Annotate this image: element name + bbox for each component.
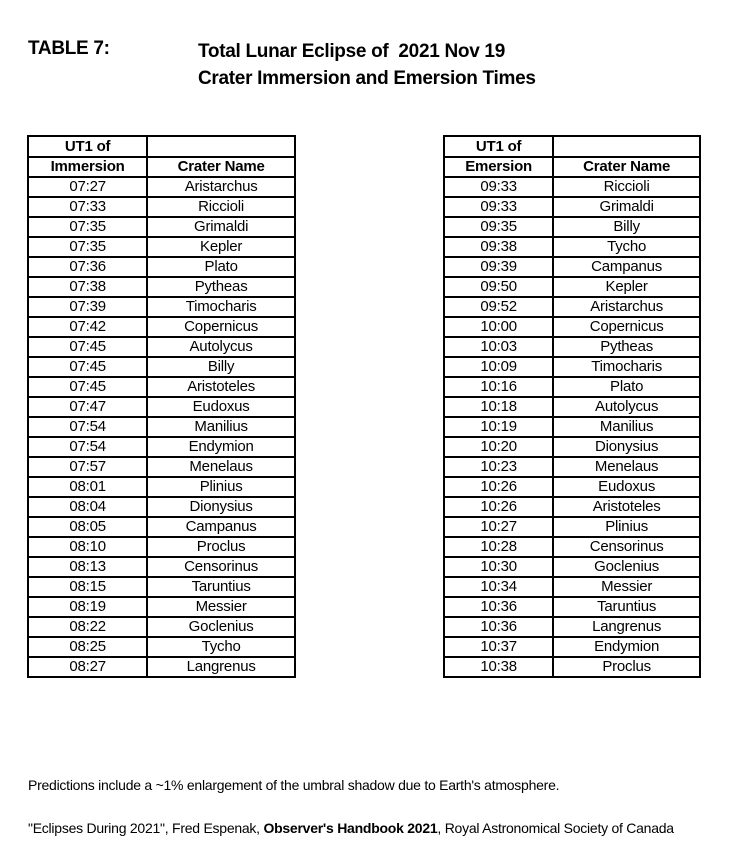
time-cell: 10:36 <box>444 597 553 617</box>
time-cell: 10:26 <box>444 497 553 517</box>
table-row <box>444 617 700 637</box>
time-cell: 10:09 <box>444 357 553 377</box>
time-cell: 10:36 <box>444 617 553 637</box>
time-cell: 08:27 <box>28 657 147 677</box>
time-cell: 08:22 <box>28 617 147 637</box>
source-text: "Eclipses During 2021", Fred Espenak, <box>28 820 264 836</box>
crater-name-cell: Manilius <box>553 417 700 437</box>
table-row <box>28 297 295 317</box>
table-row <box>28 397 295 417</box>
table-row <box>444 317 700 337</box>
time-cell: 07:45 <box>28 337 147 357</box>
crater-name-cell: Kepler <box>147 237 295 257</box>
time-cell: 09:39 <box>444 257 553 277</box>
table-row <box>28 217 295 237</box>
page-title <box>198 38 536 92</box>
time-cell: 09:38 <box>444 237 553 257</box>
header-cell: Immersion <box>28 157 147 177</box>
crater-name-cell: Proclus <box>553 657 700 677</box>
table-row <box>444 537 700 557</box>
table-row <box>444 417 700 437</box>
crater-name-cell: Eudoxus <box>553 477 700 497</box>
immersion-table-body <box>28 177 295 677</box>
table-row <box>444 497 700 517</box>
header-cell: Crater Name <box>553 157 700 177</box>
crater-name-cell: Timocharis <box>147 297 295 317</box>
table-row <box>28 637 295 657</box>
table-row <box>28 257 295 277</box>
crater-name-cell: Tycho <box>147 637 295 657</box>
crater-name-cell: Riccioli <box>553 177 700 197</box>
time-cell: 07:35 <box>28 237 147 257</box>
table-row <box>444 477 700 497</box>
table-row <box>28 657 295 677</box>
time-cell: 08:19 <box>28 597 147 617</box>
time-cell: 07:54 <box>28 437 147 457</box>
table-label: TABLE 7: <box>28 38 110 59</box>
table-row <box>28 417 295 437</box>
table-row <box>28 377 295 397</box>
footnote-atmosphere: Predictions include a ~1% enlargement of the umbral shadow due to Earth's atmosphere. <box>28 777 560 793</box>
crater-name-cell: Copernicus <box>553 317 700 337</box>
time-cell: 10:26 <box>444 477 553 497</box>
table-row <box>28 537 295 557</box>
crater-name-cell: Campanus <box>553 257 700 277</box>
crater-name-cell: Endymion <box>553 637 700 657</box>
table-row <box>444 437 700 457</box>
crater-name-cell: Timocharis <box>553 357 700 377</box>
table-row <box>444 657 700 677</box>
crater-name-cell: Aristarchus <box>147 177 295 197</box>
table-row <box>444 517 700 537</box>
crater-name-cell: Autolycus <box>553 397 700 417</box>
crater-name-cell: Plinius <box>147 477 295 497</box>
crater-name-cell: Langrenus <box>553 617 700 637</box>
crater-name-cell: Manilius <box>147 417 295 437</box>
time-cell: 10:03 <box>444 337 553 357</box>
header-cell: Crater Name <box>147 157 295 177</box>
time-cell: 07:38 <box>28 277 147 297</box>
immersion-table <box>27 135 296 678</box>
time-cell: 07:45 <box>28 377 147 397</box>
table-row <box>28 457 295 477</box>
crater-name-cell: Dionysius <box>147 497 295 517</box>
time-cell: 07:36 <box>28 257 147 277</box>
table-row <box>28 317 295 337</box>
time-cell: 10:00 <box>444 317 553 337</box>
time-cell: 07:47 <box>28 397 147 417</box>
time-cell: 07:27 <box>28 177 147 197</box>
table-row <box>28 357 295 377</box>
time-cell: 08:25 <box>28 637 147 657</box>
crater-name-cell: Grimaldi <box>147 217 295 237</box>
time-cell: 10:38 <box>444 657 553 677</box>
crater-name-cell: Messier <box>553 577 700 597</box>
time-cell: 07:54 <box>28 417 147 437</box>
table-row <box>444 357 700 377</box>
time-cell: 09:35 <box>444 217 553 237</box>
crater-name-cell: Taruntius <box>553 597 700 617</box>
time-cell: 10:19 <box>444 417 553 437</box>
time-cell: 10:37 <box>444 637 553 657</box>
crater-name-cell: Dionysius <box>553 437 700 457</box>
crater-name-cell: Goclenius <box>553 557 700 577</box>
table-row <box>444 577 700 597</box>
footnote-source <box>28 820 674 836</box>
time-cell: 09:50 <box>444 277 553 297</box>
time-cell: 09:33 <box>444 177 553 197</box>
time-cell: 07:39 <box>28 297 147 317</box>
time-cell: 10:30 <box>444 557 553 577</box>
table-row <box>28 277 295 297</box>
time-cell: 10:16 <box>444 377 553 397</box>
table-row <box>444 177 700 197</box>
table-row <box>444 337 700 357</box>
time-cell: 07:33 <box>28 197 147 217</box>
header-cell: Emersion <box>444 157 553 177</box>
crater-name-cell: Pytheas <box>147 277 295 297</box>
crater-name-cell: Aristoteles <box>147 377 295 397</box>
table-row <box>444 397 700 417</box>
crater-name-cell: Plato <box>147 257 295 277</box>
table-row <box>444 597 700 617</box>
crater-name-cell: Menelaus <box>553 457 700 477</box>
table-row <box>444 257 700 277</box>
time-cell: 10:34 <box>444 577 553 597</box>
crater-name-cell: Aristarchus <box>553 297 700 317</box>
time-cell: 10:18 <box>444 397 553 417</box>
crater-name-cell: Proclus <box>147 537 295 557</box>
time-cell: 08:05 <box>28 517 147 537</box>
table-row <box>28 437 295 457</box>
crater-name-cell: Billy <box>147 357 295 377</box>
time-cell: 08:13 <box>28 557 147 577</box>
crater-name-cell: Aristoteles <box>553 497 700 517</box>
table-row <box>28 197 295 217</box>
table-row <box>28 237 295 257</box>
title-line-1: Total Lunar Eclipse of 2021 Nov 19 <box>198 41 505 62</box>
crater-name-cell: Pytheas <box>553 337 700 357</box>
crater-name-cell: Plinius <box>553 517 700 537</box>
time-cell: 07:57 <box>28 457 147 477</box>
crater-name-cell: Grimaldi <box>553 197 700 217</box>
time-cell: 10:20 <box>444 437 553 457</box>
time-cell: 09:33 <box>444 197 553 217</box>
table-row <box>444 237 700 257</box>
table-row <box>444 217 700 237</box>
crater-name-cell: Endymion <box>147 437 295 457</box>
time-cell: 07:42 <box>28 317 147 337</box>
table-row <box>28 557 295 577</box>
table-row <box>444 637 700 657</box>
header-cell: UT1 of <box>444 136 553 157</box>
crater-name-cell: Messier <box>147 597 295 617</box>
crater-name-cell: Campanus <box>147 517 295 537</box>
crater-name-cell: Riccioli <box>147 197 295 217</box>
title-line-2: Crater Immersion and Emersion Times <box>198 68 536 89</box>
table-row <box>28 617 295 637</box>
crater-name-cell: Kepler <box>553 277 700 297</box>
time-cell: 10:23 <box>444 457 553 477</box>
time-cell: 08:15 <box>28 577 147 597</box>
crater-name-cell: Menelaus <box>147 457 295 477</box>
source-text: , Royal Astronomical Society of Canada <box>437 820 674 836</box>
table-row <box>28 337 295 357</box>
time-cell: 10:28 <box>444 537 553 557</box>
crater-name-cell: Censorinus <box>147 557 295 577</box>
table-row <box>444 297 700 317</box>
time-cell: 08:01 <box>28 477 147 497</box>
source-publication: Observer's Handbook 2021 <box>263 820 438 836</box>
time-cell: 08:10 <box>28 537 147 557</box>
time-cell: 10:27 <box>444 517 553 537</box>
table-row <box>444 557 700 577</box>
table-row <box>444 197 700 217</box>
emersion-table-body <box>444 177 700 677</box>
crater-name-cell: Eudoxus <box>147 397 295 417</box>
crater-name-cell: Goclenius <box>147 617 295 637</box>
time-cell: 08:04 <box>28 497 147 517</box>
emersion-table <box>443 135 701 678</box>
crater-name-cell: Taruntius <box>147 577 295 597</box>
time-cell: 09:52 <box>444 297 553 317</box>
table-row <box>28 477 295 497</box>
crater-name-cell: Tycho <box>553 237 700 257</box>
header-cell: UT1 of <box>28 136 147 157</box>
crater-name-cell: Langrenus <box>147 657 295 677</box>
table-row <box>28 177 295 197</box>
table-row <box>28 597 295 617</box>
header-cell <box>553 136 700 157</box>
crater-name-cell: Billy <box>553 217 700 237</box>
table-row <box>444 457 700 477</box>
crater-name-cell: Plato <box>553 377 700 397</box>
header-cell <box>147 136 295 157</box>
crater-name-cell: Censorinus <box>553 537 700 557</box>
table-row <box>444 377 700 397</box>
table-row <box>444 277 700 297</box>
time-cell: 07:35 <box>28 217 147 237</box>
table-row <box>28 497 295 517</box>
table-row <box>28 577 295 597</box>
crater-name-cell: Autolycus <box>147 337 295 357</box>
table-row <box>28 517 295 537</box>
crater-name-cell: Copernicus <box>147 317 295 337</box>
time-cell: 07:45 <box>28 357 147 377</box>
